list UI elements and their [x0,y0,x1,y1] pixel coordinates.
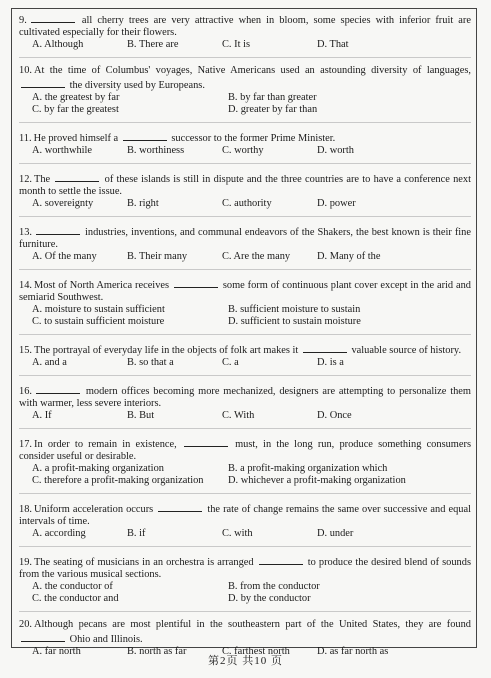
question-number: 18. [19,504,32,515]
answer-option: D. Many of the [317,251,381,262]
question-item [19,163,471,210]
question-item [19,122,471,157]
answer-option: B. sufficient moisture to sustain [228,304,361,315]
answer-option: C. to sustain sufficient moisture [32,316,165,327]
answer-blank [31,12,75,23]
answer-option: A. a profit-making organization [32,463,164,474]
question-item [19,375,471,422]
question-text: Although pecans are most plentiful in the southeastern part of the United States, they are found [34,619,471,630]
answer-option: B. a profit-making organization which [228,463,388,474]
answer-option: C. With [222,410,255,421]
question-text: Most of North America receives [34,280,172,291]
answer-option: A. far north [32,646,81,657]
question-number: 15. [19,345,32,356]
answer-option: D. worth [317,145,354,156]
question-number: 14. [19,280,32,291]
question-item [19,216,471,263]
answer-option: B. right [127,198,159,209]
question-item [19,12,471,51]
question-stem [19,554,471,581]
question-stem [19,65,471,92]
question-text: successor to the former Prime Minister. [168,133,336,144]
answer-option: B. from the conductor [228,581,320,592]
answer-option: A. Although [32,39,84,50]
question-item [19,611,471,658]
question-stem [19,171,471,198]
question-text: the diversity used by Europeans. [67,80,205,91]
answer-option: C. Are the many [222,251,291,262]
question-list [19,12,471,669]
question-text: The [34,174,54,185]
question-text: At the time of Columbus' voyages, Native Americans used an astounding diversity of languages, [34,65,471,76]
question-text: In order to remain in existence, [34,439,182,450]
question-text: The seating of musicians in an orchestra is arranged [34,557,257,568]
question-text: all cherry trees are very attractive when in bloom, some species with inferior fruit are cultivated especially for their flowers. [19,15,471,38]
question-number: 16. [19,386,32,397]
answer-blank [36,224,80,235]
answer-option: B. north as far [127,646,187,657]
answer-option: C. It is [222,39,251,50]
answer-option: A. moisture to sustain sufficient [32,304,165,315]
answer-blank [123,130,167,141]
option-list [19,357,471,369]
option-list [19,39,471,51]
answer-blank [36,383,80,394]
question-number: 17. [19,439,32,450]
answer-option: D. sufficient to sustain moisture [228,316,361,327]
question-item [19,334,471,369]
answer-blank [303,342,347,353]
answer-blank [158,501,202,512]
question-text: the rate of change remains the same over successive and equal intervals of time. [19,504,471,527]
answer-option: A. the conductor of [32,581,113,592]
answer-option: C. therefore a profit-making organization [32,475,204,486]
page-footer: 第2页 共10 页 [208,655,283,667]
answer-option: B. worthiness [127,145,185,156]
option-list [19,410,471,422]
option-list [19,304,471,328]
answer-option: C. worthy [222,145,264,156]
question-item [19,546,471,605]
option-list [19,198,471,210]
answer-option: B. by far than greater [228,92,317,103]
question-text: Uniform acceleration occurs [34,504,157,515]
answer-option: A. sovereignty [32,198,94,209]
option-list [19,463,471,487]
question-stem [19,12,471,39]
question-text: of these islands is still in dispute and the three countries are to have a conference next month to settle the issue. [19,174,471,197]
question-text: to produce the desired blend of sounds from the various musical sections. [19,557,471,580]
answer-blank [174,277,218,288]
question-number: 19. [19,557,32,568]
answer-option: A. according [32,528,86,539]
answer-option: A. the greatest by far [32,92,120,103]
answer-option: D. That [317,39,349,50]
question-number: 9. [19,15,27,26]
question-stem [19,224,471,251]
answer-option: D. as far north as [317,646,389,657]
question-text: valuable source of history. [348,345,462,356]
answer-option: D. by the conductor [228,593,311,604]
question-number: 20. [19,619,32,630]
question-stem [19,342,471,357]
question-text: The portrayal of everyday life in the objects of folk art makes it [34,345,301,356]
question-stem [19,277,471,304]
answer-option: C. by far the greatest [32,104,119,115]
question-item [19,428,471,487]
option-list [19,581,471,605]
answer-blank [184,436,228,447]
answer-blank [21,631,65,642]
answer-option: D. whichever a profit-making organization [228,475,406,486]
question-number: 12. [19,174,32,185]
answer-option: B. But [127,410,155,421]
answer-option: B. if [127,528,146,539]
answer-option: A. If [32,410,52,421]
answer-option: A. worthwhile [32,145,93,156]
question-stem [19,130,471,145]
question-number: 10. [19,65,32,76]
question-item [19,269,471,328]
question-text: industries, inventions, and communal endeavors of the Shakers, the best known is their fine furniture. [19,227,471,250]
question-text: must, in the long run, produce something consumers consider useful or desirable. [19,439,472,462]
option-list [19,528,471,540]
option-list [19,92,471,116]
question-text: He proved himself a [33,133,121,144]
question-text: Ohio and Illinois. [67,634,143,645]
question-stem [19,383,471,410]
answer-option: B. so that a [127,357,174,368]
answer-option: D. under [317,528,354,539]
answer-option: D. Once [317,410,352,421]
answer-option: D. power [317,198,356,209]
answer-option: D. greater by far than [228,104,318,115]
answer-option: C. authority [222,198,272,209]
question-number: 13. [19,227,32,238]
answer-option: A. Of the many [32,251,97,262]
option-list [19,145,471,157]
answer-option: C. the conductor and [32,593,119,604]
answer-option: B. Their many [127,251,188,262]
question-text: modern offices becoming more mechanized, designers are attempting to personalize them with warmer, less severe interiors. [19,386,471,409]
question-item [19,57,471,116]
question-stem [19,436,471,463]
question-item [19,493,471,540]
question-text: some form of continuous plant cover except in the arid and semiarid Southwest. [19,280,471,303]
answer-blank [55,171,99,182]
option-list [19,251,471,263]
answer-option: B. There are [127,39,179,50]
question-stem [19,619,471,646]
answer-option: C. a [222,357,239,368]
answer-option: D. is a [317,357,344,368]
question-stem [19,501,471,528]
answer-option: C. with [222,528,253,539]
answer-option: C. farthest north [222,646,290,657]
answer-blank [21,77,65,88]
answer-blank [259,554,303,565]
answer-option: A. and a [32,357,67,368]
question-number: 11. [19,133,32,144]
